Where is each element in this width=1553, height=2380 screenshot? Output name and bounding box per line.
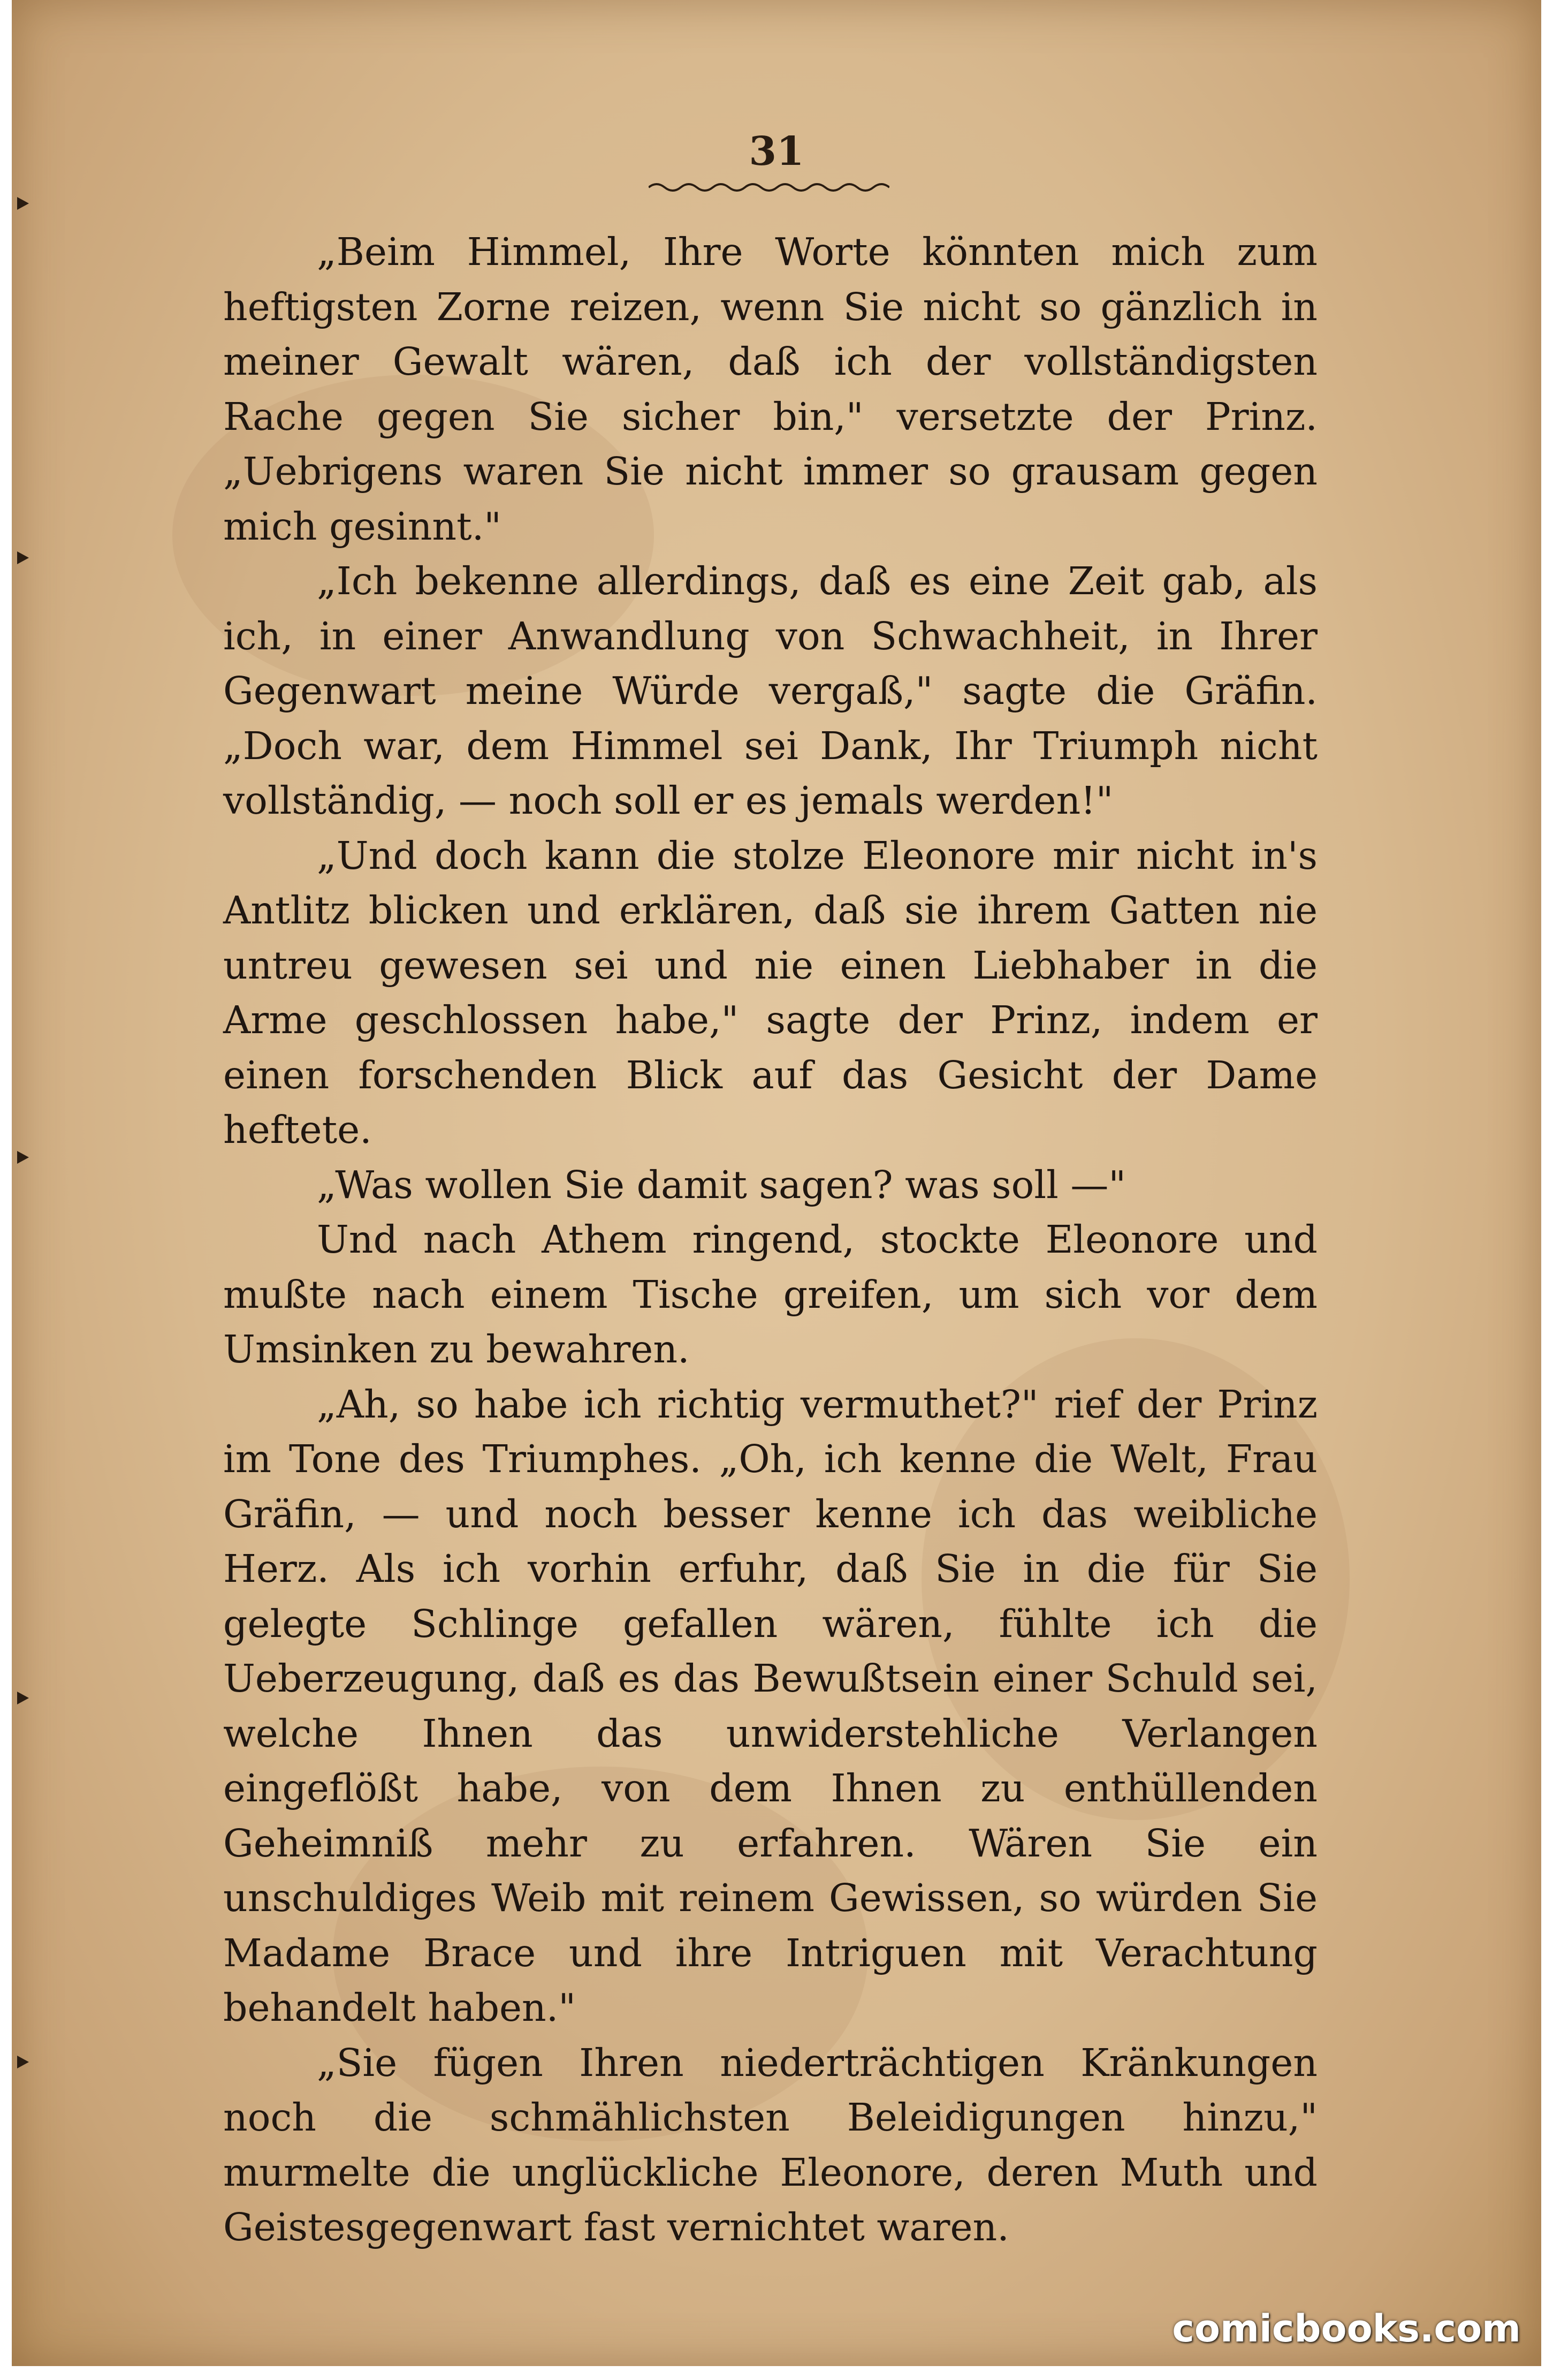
paragraph: Und nach Athem ringend, stockte Eleonore und mußte nach einem Tische greifen, um sich vor dem Umsinken zu bewahren.	[223, 1217, 1318, 1371]
page-number: 31	[749, 128, 804, 175]
book-page	[12, 0, 1541, 2366]
header-ornament	[649, 179, 889, 195]
paragraph: „Was wollen Sie damit sagen? was soll —"	[317, 1162, 1126, 1207]
paragraph: „Ich bekenne allerdings, daß es eine Zeit gab, als ich, in einer Anwandlung von Schwachheit, in Ihrer Gegenwart meine Würde vergaß," sagte die Gräfin. „Doch war, dem Himmel sei Dank, Ihr Triumph nicht vollständig, — noch soll er es jemals werden!"	[223, 559, 1318, 823]
paragraph: „Beim Himmel, Ihre Worte könnten mich zum heftigsten Zorne reizen, wenn Sie nicht so gänzlich in meiner Gewalt wären, daß ich der vollständigsten Rache gegen Sie sicher bin," versetzte der Prinz. „Uebrigens waren Sie nicht immer so grausam gegen mich gesinnt."	[223, 230, 1318, 549]
paragraph: „Ah, so habe ich richtig vermuthet?" rief der Prinz im Tone des Triumphes. „Oh, ich kenne die Welt, Frau Gräfin, — und noch besser kenne ich das weibliche Herz. Als ich vorhin erfuhr, daß Sie in die für Sie gelegte Schlinge gefallen wären, fühlte ich die Ueberzeugung, daß es das Bewußtsein einer Schuld sei, welche Ihnen das unwiderstehliche Verlangen eingeflößt habe, von dem Ihnen zu enthüllenden Geheimniß mehr zu erfahren. Wären Sie ein unschuldiges Weib mit reinem Gewissen, so würden Sie Madame Brace und ihre Intriguen mit Verachtung behandelt haben."	[223, 1382, 1318, 2030]
margin-mark	[17, 1692, 29, 1704]
paragraph: „Und doch kann die stolze Eleonore mir nicht in's Antlitz blicken und erklären, daß sie ihrem Gatten nie untreu gewesen sei und nie einen Liebhaber in die Arme geschlossen habe," sagte der Prinz, indem er einen forschenden Blick auf das Gesicht der Dame heftete.	[223, 833, 1318, 1152]
paragraph: „Sie fügen Ihren niederträchtigen Kränkungen noch die schmählichsten Beleidigungen hinzu," murmelte die unglückliche Eleonore, deren Muth und Geistesgegenwart fast vernichtet waren.	[223, 2040, 1318, 2249]
margin-mark	[17, 197, 29, 210]
margin-mark	[17, 551, 29, 564]
margin-mark	[17, 1151, 29, 1164]
watermark: comicbooks.com	[1172, 2307, 1521, 2351]
margin-mark	[17, 2056, 29, 2068]
body-text	[223, 225, 1318, 2255]
